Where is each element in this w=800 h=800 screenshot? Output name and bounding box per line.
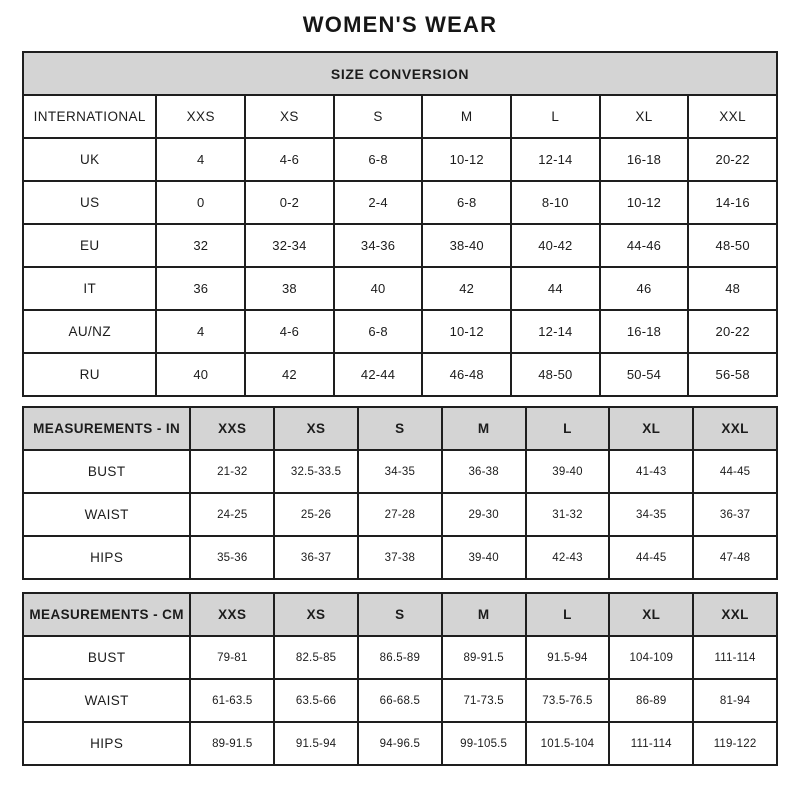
value-cell: 10-12 xyxy=(422,138,511,181)
value-cell: 46-48 xyxy=(422,353,511,396)
value-cell: 16-18 xyxy=(600,138,689,181)
size-column-header: XXL xyxy=(688,95,777,138)
size-column-header: XXS xyxy=(156,95,245,138)
value-cell: 42 xyxy=(245,353,334,396)
row-label: BUST xyxy=(23,450,190,493)
value-cell: 91.5-94 xyxy=(274,722,358,765)
value-cell: 20-22 xyxy=(688,138,777,181)
value-cell: 4 xyxy=(156,310,245,353)
table-gap xyxy=(0,397,800,406)
table-row xyxy=(23,138,777,181)
value-cell: 2-4 xyxy=(334,181,423,224)
table-row xyxy=(23,353,777,396)
row-header-label: MEASUREMENTS - CM xyxy=(23,593,190,636)
value-cell: 36-38 xyxy=(442,450,526,493)
value-cell: 81-94 xyxy=(693,679,777,722)
row-label: RU xyxy=(23,353,156,396)
size-column-header: XXS xyxy=(190,593,274,636)
value-cell: 86-89 xyxy=(609,679,693,722)
size-column-header: L xyxy=(526,593,610,636)
value-cell: 40-42 xyxy=(511,224,600,267)
size-column-header: M xyxy=(422,95,511,138)
value-cell: 42-43 xyxy=(526,536,610,579)
value-cell: 32 xyxy=(156,224,245,267)
value-cell: 6-8 xyxy=(334,138,423,181)
value-cell: 99-105.5 xyxy=(442,722,526,765)
value-cell: 12-14 xyxy=(511,138,600,181)
value-cell: 38-40 xyxy=(422,224,511,267)
row-label: HIPS xyxy=(23,722,190,765)
value-cell: 24-25 xyxy=(190,493,274,536)
value-cell: 82.5-85 xyxy=(274,636,358,679)
size-column-header: XXL xyxy=(693,407,777,450)
value-cell: 44-46 xyxy=(600,224,689,267)
value-cell: 111-114 xyxy=(693,636,777,679)
value-cell: 89-91.5 xyxy=(442,636,526,679)
size-column-header: XL xyxy=(609,407,693,450)
size-conversion-table xyxy=(22,51,778,397)
value-cell: 47-48 xyxy=(693,536,777,579)
value-cell: 46 xyxy=(600,267,689,310)
row-header-label: MEASUREMENTS - IN xyxy=(23,407,190,450)
row-label: IT xyxy=(23,267,156,310)
value-cell: 39-40 xyxy=(526,450,610,493)
value-cell: 32.5-33.5 xyxy=(274,450,358,493)
size-column-header: L xyxy=(511,95,600,138)
value-cell: 4-6 xyxy=(245,138,334,181)
row-header-label: INTERNATIONAL xyxy=(23,95,156,138)
table-gap xyxy=(0,580,800,592)
size-column-header: XS xyxy=(245,95,334,138)
table-row xyxy=(23,722,777,765)
table-row xyxy=(23,450,777,493)
table-row xyxy=(23,224,777,267)
value-cell: 111-114 xyxy=(609,722,693,765)
page-title: WOMEN'S WEAR xyxy=(302,12,498,37)
row-label: UK xyxy=(23,138,156,181)
value-cell: 37-38 xyxy=(358,536,442,579)
column-header-row xyxy=(23,407,777,450)
value-cell: 0 xyxy=(156,181,245,224)
value-cell: 41-43 xyxy=(609,450,693,493)
value-cell: 34-35 xyxy=(609,493,693,536)
value-cell: 20-22 xyxy=(688,310,777,353)
value-cell: 36-37 xyxy=(274,536,358,579)
value-cell: 27-28 xyxy=(358,493,442,536)
row-label: BUST xyxy=(23,636,190,679)
size-column-header: XS xyxy=(274,593,358,636)
size-column-header: S xyxy=(334,95,423,138)
value-cell: 10-12 xyxy=(422,310,511,353)
table-title: SIZE CONVERSION xyxy=(23,52,777,95)
size-column-header: XS xyxy=(274,407,358,450)
value-cell: 101.5-104 xyxy=(526,722,610,765)
value-cell: 94-96.5 xyxy=(358,722,442,765)
value-cell: 89-91.5 xyxy=(190,722,274,765)
value-cell: 6-8 xyxy=(422,181,511,224)
row-label: WAIST xyxy=(23,679,190,722)
value-cell: 29-30 xyxy=(442,493,526,536)
value-cell: 50-54 xyxy=(600,353,689,396)
size-column-header: M xyxy=(442,407,526,450)
row-label: AU/NZ xyxy=(23,310,156,353)
value-cell: 6-8 xyxy=(334,310,423,353)
value-cell: 39-40 xyxy=(442,536,526,579)
value-cell: 119-122 xyxy=(693,722,777,765)
row-label: EU xyxy=(23,224,156,267)
value-cell: 4 xyxy=(156,138,245,181)
column-header-row xyxy=(23,95,777,138)
table-row xyxy=(23,636,777,679)
value-cell: 48 xyxy=(688,267,777,310)
measurements-in-table xyxy=(22,406,778,580)
value-cell: 44-45 xyxy=(609,536,693,579)
value-cell: 34-35 xyxy=(358,450,442,493)
table-row xyxy=(23,310,777,353)
value-cell: 10-12 xyxy=(600,181,689,224)
value-cell: 12-14 xyxy=(511,310,600,353)
table-row xyxy=(23,181,777,224)
value-cell: 48-50 xyxy=(511,353,600,396)
value-cell: 61-63.5 xyxy=(190,679,274,722)
value-cell: 40 xyxy=(334,267,423,310)
value-cell: 44 xyxy=(511,267,600,310)
value-cell: 79-81 xyxy=(190,636,274,679)
table-row xyxy=(23,679,777,722)
value-cell: 86.5-89 xyxy=(358,636,442,679)
column-header-row xyxy=(23,593,777,636)
value-cell: 35-36 xyxy=(190,536,274,579)
value-cell: 104-109 xyxy=(609,636,693,679)
value-cell: 36-37 xyxy=(693,493,777,536)
value-cell: 71-73.5 xyxy=(442,679,526,722)
table-row xyxy=(23,493,777,536)
value-cell: 63.5-66 xyxy=(274,679,358,722)
value-cell: 32-34 xyxy=(245,224,334,267)
table-row xyxy=(23,536,777,579)
value-cell: 36 xyxy=(156,267,245,310)
value-cell: 21-32 xyxy=(190,450,274,493)
value-cell: 16-18 xyxy=(600,310,689,353)
value-cell: 66-68.5 xyxy=(358,679,442,722)
value-cell: 34-36 xyxy=(334,224,423,267)
value-cell: 42-44 xyxy=(334,353,423,396)
size-column-header: XXL xyxy=(693,593,777,636)
size-column-header: XXS xyxy=(190,407,274,450)
row-label: HIPS xyxy=(23,536,190,579)
table-row xyxy=(23,267,777,310)
value-cell: 31-32 xyxy=(526,493,610,536)
size-column-header: S xyxy=(358,593,442,636)
value-cell: 8-10 xyxy=(511,181,600,224)
value-cell: 40 xyxy=(156,353,245,396)
value-cell: 48-50 xyxy=(688,224,777,267)
table-title-row xyxy=(23,52,777,95)
size-column-header: S xyxy=(358,407,442,450)
size-column-header: M xyxy=(442,593,526,636)
value-cell: 25-26 xyxy=(274,493,358,536)
value-cell: 38 xyxy=(245,267,334,310)
value-cell: 4-6 xyxy=(245,310,334,353)
value-cell: 42 xyxy=(422,267,511,310)
size-column-header: XL xyxy=(600,95,689,138)
value-cell: 91.5-94 xyxy=(526,636,610,679)
size-column-header: L xyxy=(526,407,610,450)
size-column-header: XL xyxy=(609,593,693,636)
value-cell: 73.5-76.5 xyxy=(526,679,610,722)
row-label: WAIST xyxy=(23,493,190,536)
row-label: US xyxy=(23,181,156,224)
value-cell: 0-2 xyxy=(245,181,334,224)
value-cell: 56-58 xyxy=(688,353,777,396)
value-cell: 44-45 xyxy=(693,450,777,493)
value-cell: 14-16 xyxy=(688,181,777,224)
measurements-cm-table xyxy=(22,592,778,766)
